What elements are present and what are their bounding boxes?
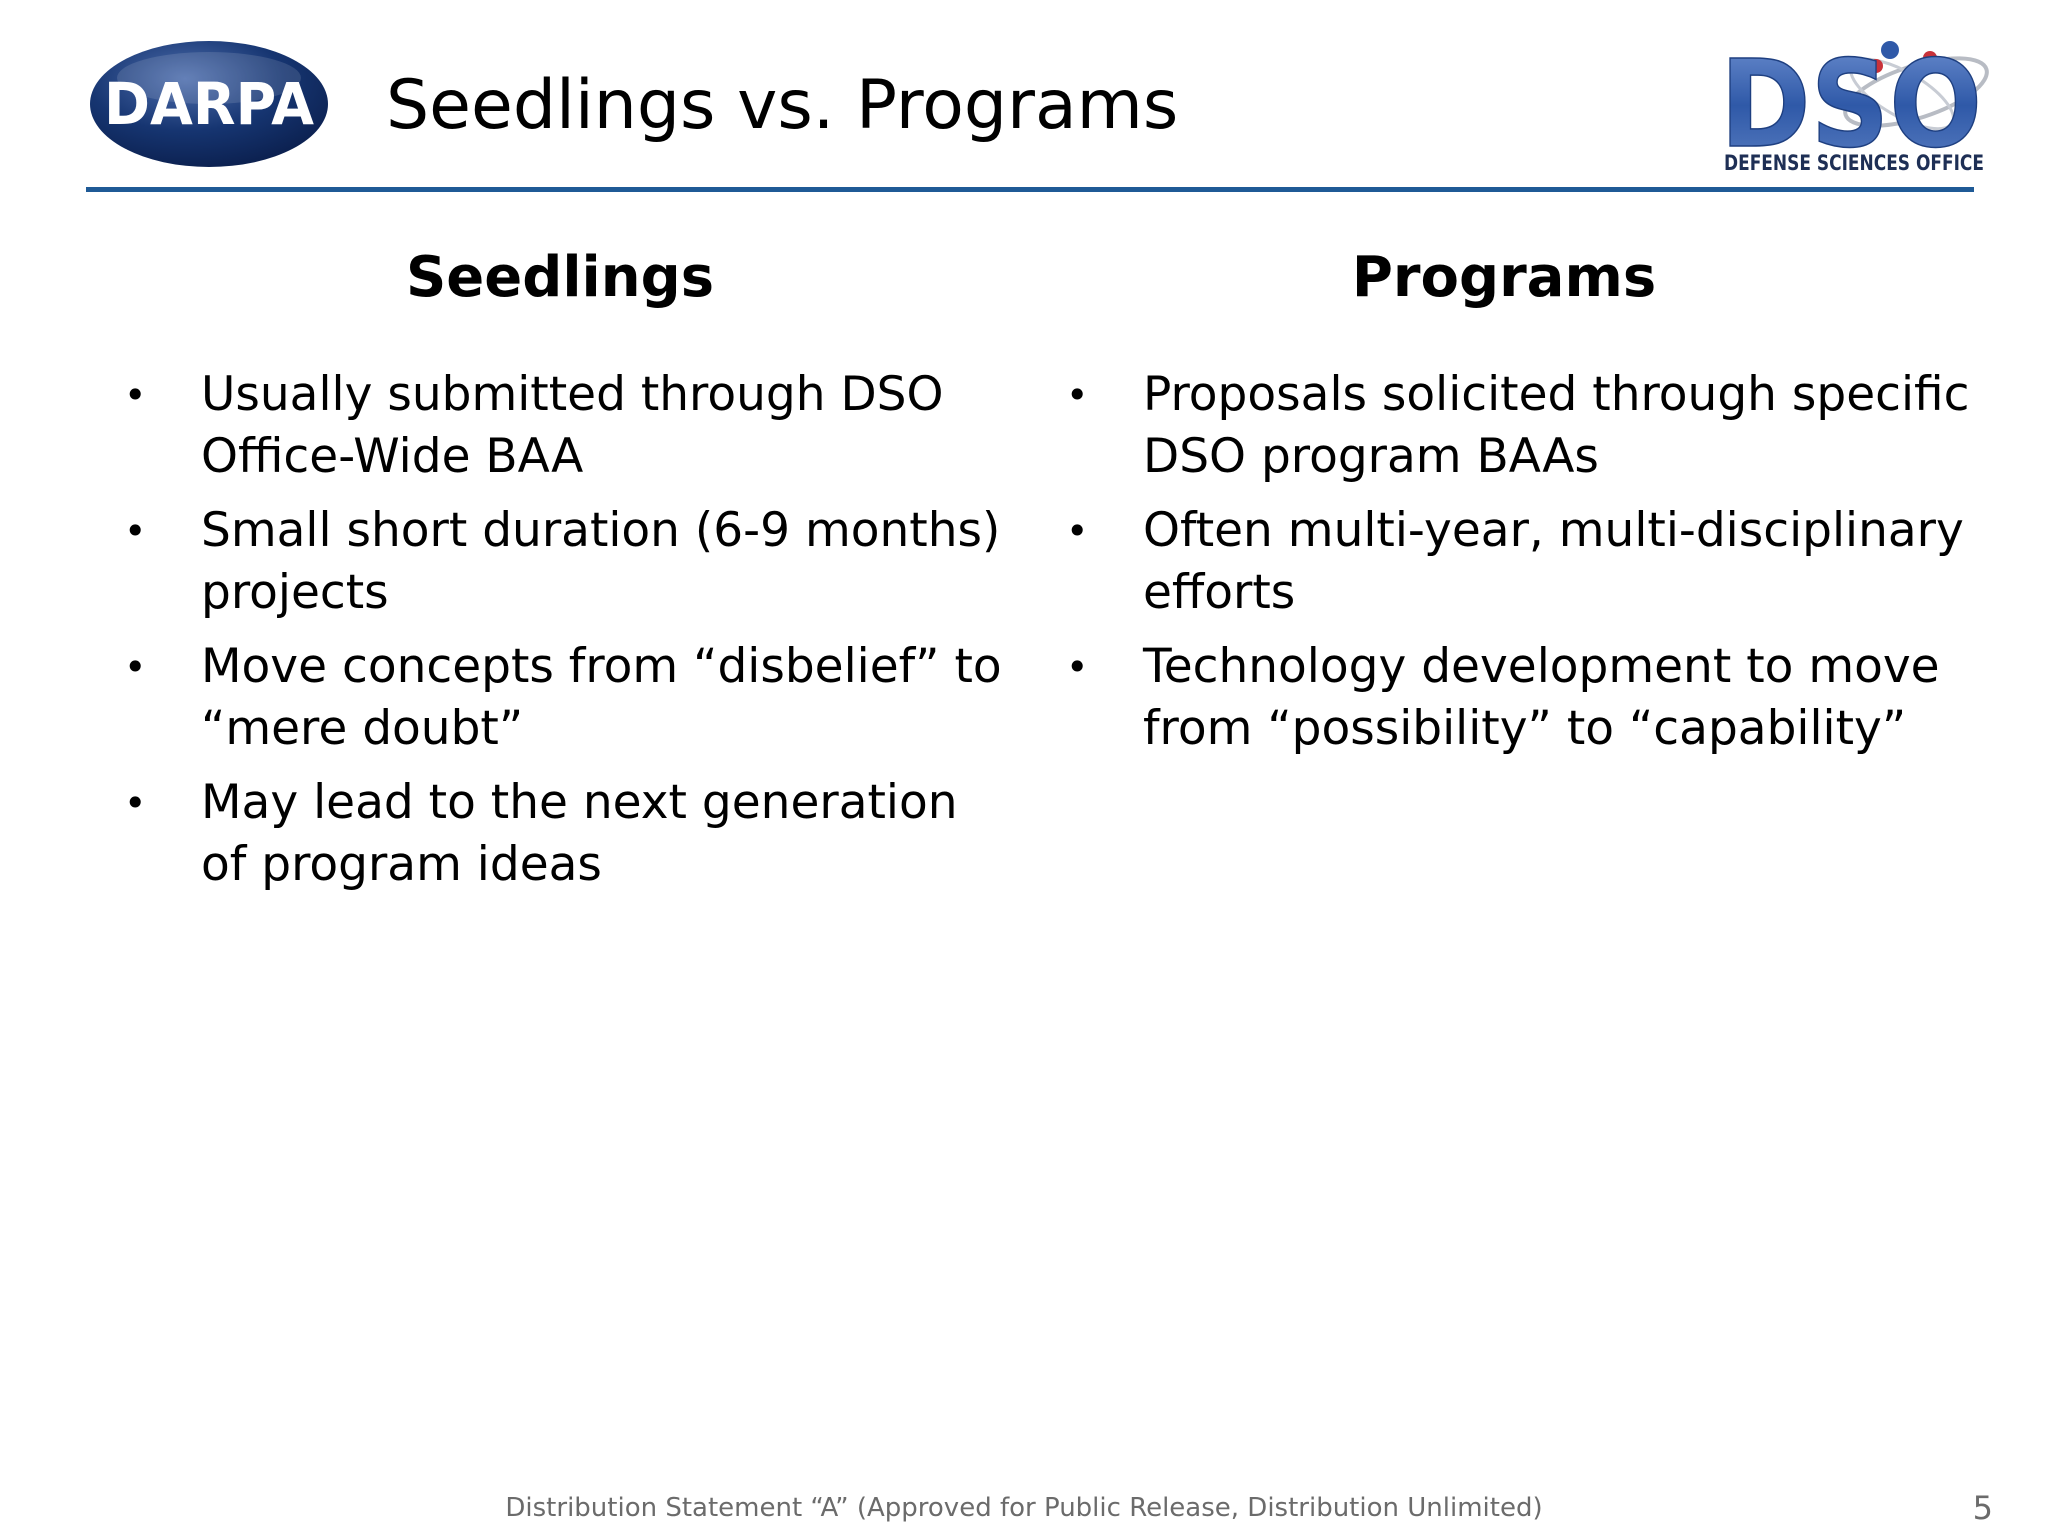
bullet-icon: •: [1066, 509, 1089, 553]
programs-list-item: [1054, 636, 1974, 760]
seedlings-list-item: [112, 500, 1012, 624]
bullet-icon: •: [1066, 373, 1089, 417]
seedlings-list-item: [112, 772, 1012, 896]
bullet-icon: •: [124, 781, 147, 825]
darpa-logo: [88, 38, 330, 170]
dso-logo: [1712, 14, 1992, 172]
seedlings-item-text: Move concepts from “disbelief” to “mere doubt”: [201, 639, 1002, 756]
distribution-statement: Distribution Statement “A” (Approved for Public Release, Distribution Unlimited): [505, 1493, 1543, 1523]
dso-logo-text: DSO: [1720, 36, 1982, 172]
seedlings-item-text: Small short duration (6-9 months) projects: [201, 503, 1001, 620]
programs-item-text: Technology development to move from “possibility” to “capability”: [1143, 639, 1940, 756]
slide-title: Seedlings vs. Programs: [386, 66, 1179, 145]
bullet-icon: •: [124, 509, 147, 553]
seedlings-item-text: Usually submitted through DSO Office-Wide BAA: [201, 367, 944, 484]
dso-logo-subtitle: DEFENSE SCIENCES OFFICE: [1724, 151, 1984, 172]
darpa-logo-text: DARPA: [104, 70, 315, 138]
programs-list-item: [1054, 500, 1974, 624]
programs-list-item: [1054, 364, 1974, 488]
programs-item-text: Proposals solicited through specific DSO program BAAs: [1143, 367, 1970, 484]
bullet-icon: •: [1066, 645, 1089, 689]
programs-item-text: Often multi-year, multi-disciplinary efforts: [1143, 503, 1964, 620]
bullet-icon: •: [124, 645, 147, 689]
programs-list: [1054, 364, 1974, 772]
seedlings-list-item: [112, 636, 1012, 760]
page-number: 5: [1972, 1489, 1993, 1527]
bullet-icon: •: [124, 373, 147, 417]
programs-heading: Programs: [1351, 245, 1657, 310]
seedlings-item-text: May lead to the next generation of program ideas: [201, 775, 958, 892]
seedlings-heading: Seedlings: [405, 245, 715, 310]
seedlings-list: [112, 364, 1012, 908]
title-divider: [86, 187, 1974, 192]
seedlings-list-item: [112, 364, 1012, 488]
